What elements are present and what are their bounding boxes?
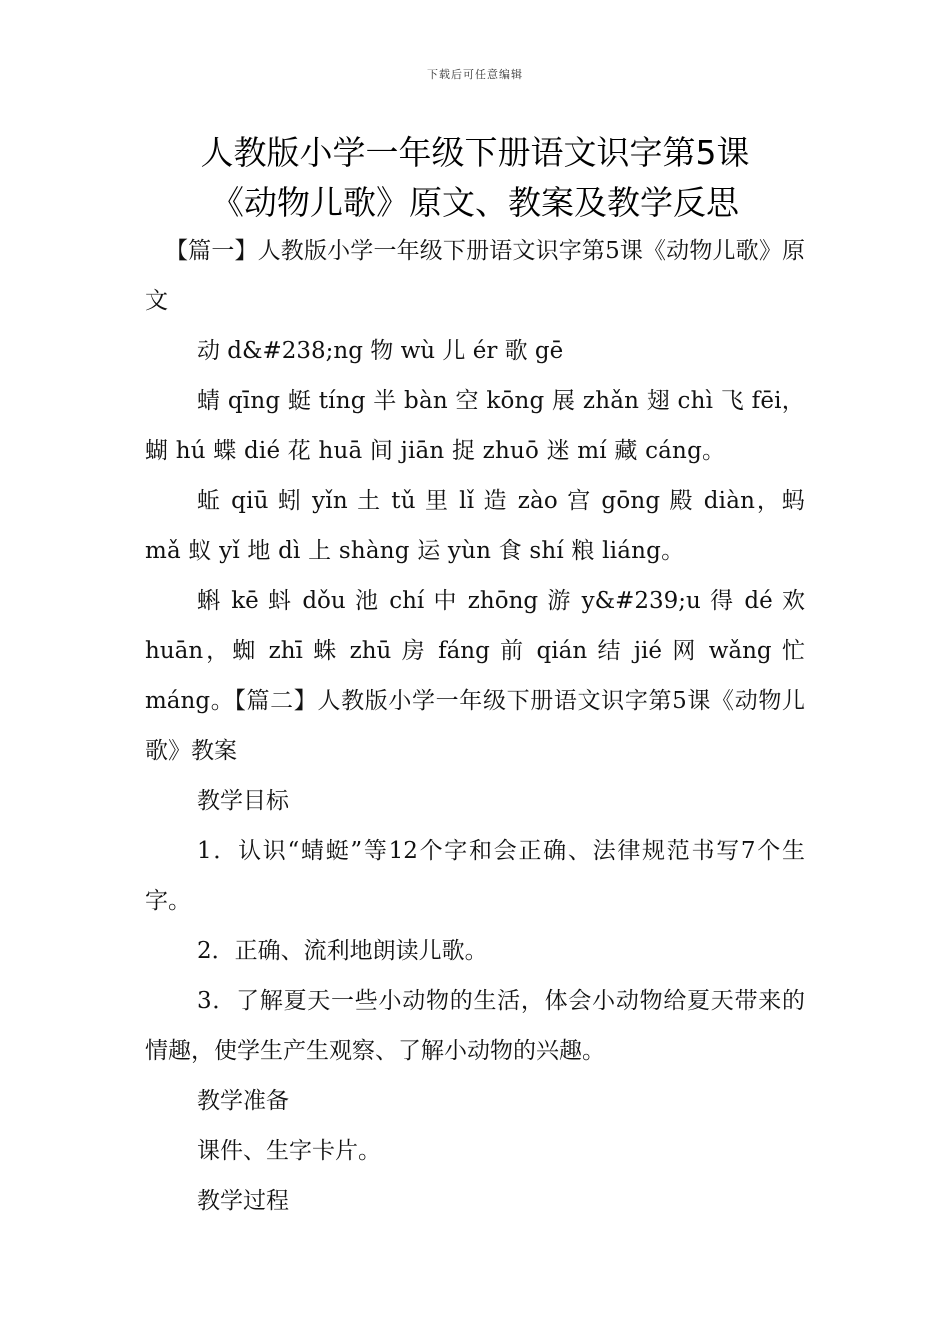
heading-teaching-goals: 教学目标 [197,788,289,814]
heading-teaching-preparation: 教学准备 [197,1088,289,1114]
heading-teaching-process: 教学过程 [197,1188,289,1214]
goal-1: 1．认识“蜻蜓”等12个字和会正确、法律规范书写7个生字。 [145,838,805,914]
poem-stanza-2: 蚯 qiū 蚓 yǐn 土 tǔ 里 lǐ 造 zào 宫 gōng 殿 diàn，蚂 mǎ 蚁 yǐ 地 dì 上 shàng 运 yùn 食 shí 粮 liáng。 [145,488,805,564]
title-line-1: 人教版小学一年级下册语文识字第5课 [200,133,750,172]
poem-stanza-1: 蜻 qīng 蜓 tíng 半 bàn 空 kōng 展 zhǎn 翅 chì 飞 fēi，蝴 hú 蝶 dié 花 huā 间 jiān 捉 zhuō 迷 mí 藏 cáng。 [145,388,805,464]
goal-2: 2．正确、流利地朗读儿歌。 [197,938,488,964]
document-body [145,226,805,1226]
preparation-items: 课件、生字卡片。 [197,1138,381,1164]
goal-3: 3．了解夏天一些小动物的生活，体会小动物给夏天带来的情趣，使学生产生观察、了解小动物的兴趣。 [145,988,805,1064]
document-title [100,128,850,228]
header-note: 下载后可任意编辑 [427,68,523,81]
poem-title: 动 d&#238;ng 物 wù 儿 ér 歌 gē [197,338,564,364]
section-one-heading: 【篇一】人教版小学一年级下册语文识字第5课《动物儿歌》原文 [145,238,805,314]
poem-stanza-3: 蝌 kē 蚪 dǒu 池 chí 中 zhōng 游 y&#239;u 得 dé 欢 huān，蜘 zhī 蛛 zhū 房 fáng 前 qián 结 jié 网 wǎng 忙 máng。【篇二】人教版小学一年级下册语文识字第5课《动物儿歌》教案 [145,588,805,764]
title-line-2: 《动物儿歌》原文、教案及教学反思 [211,183,739,222]
